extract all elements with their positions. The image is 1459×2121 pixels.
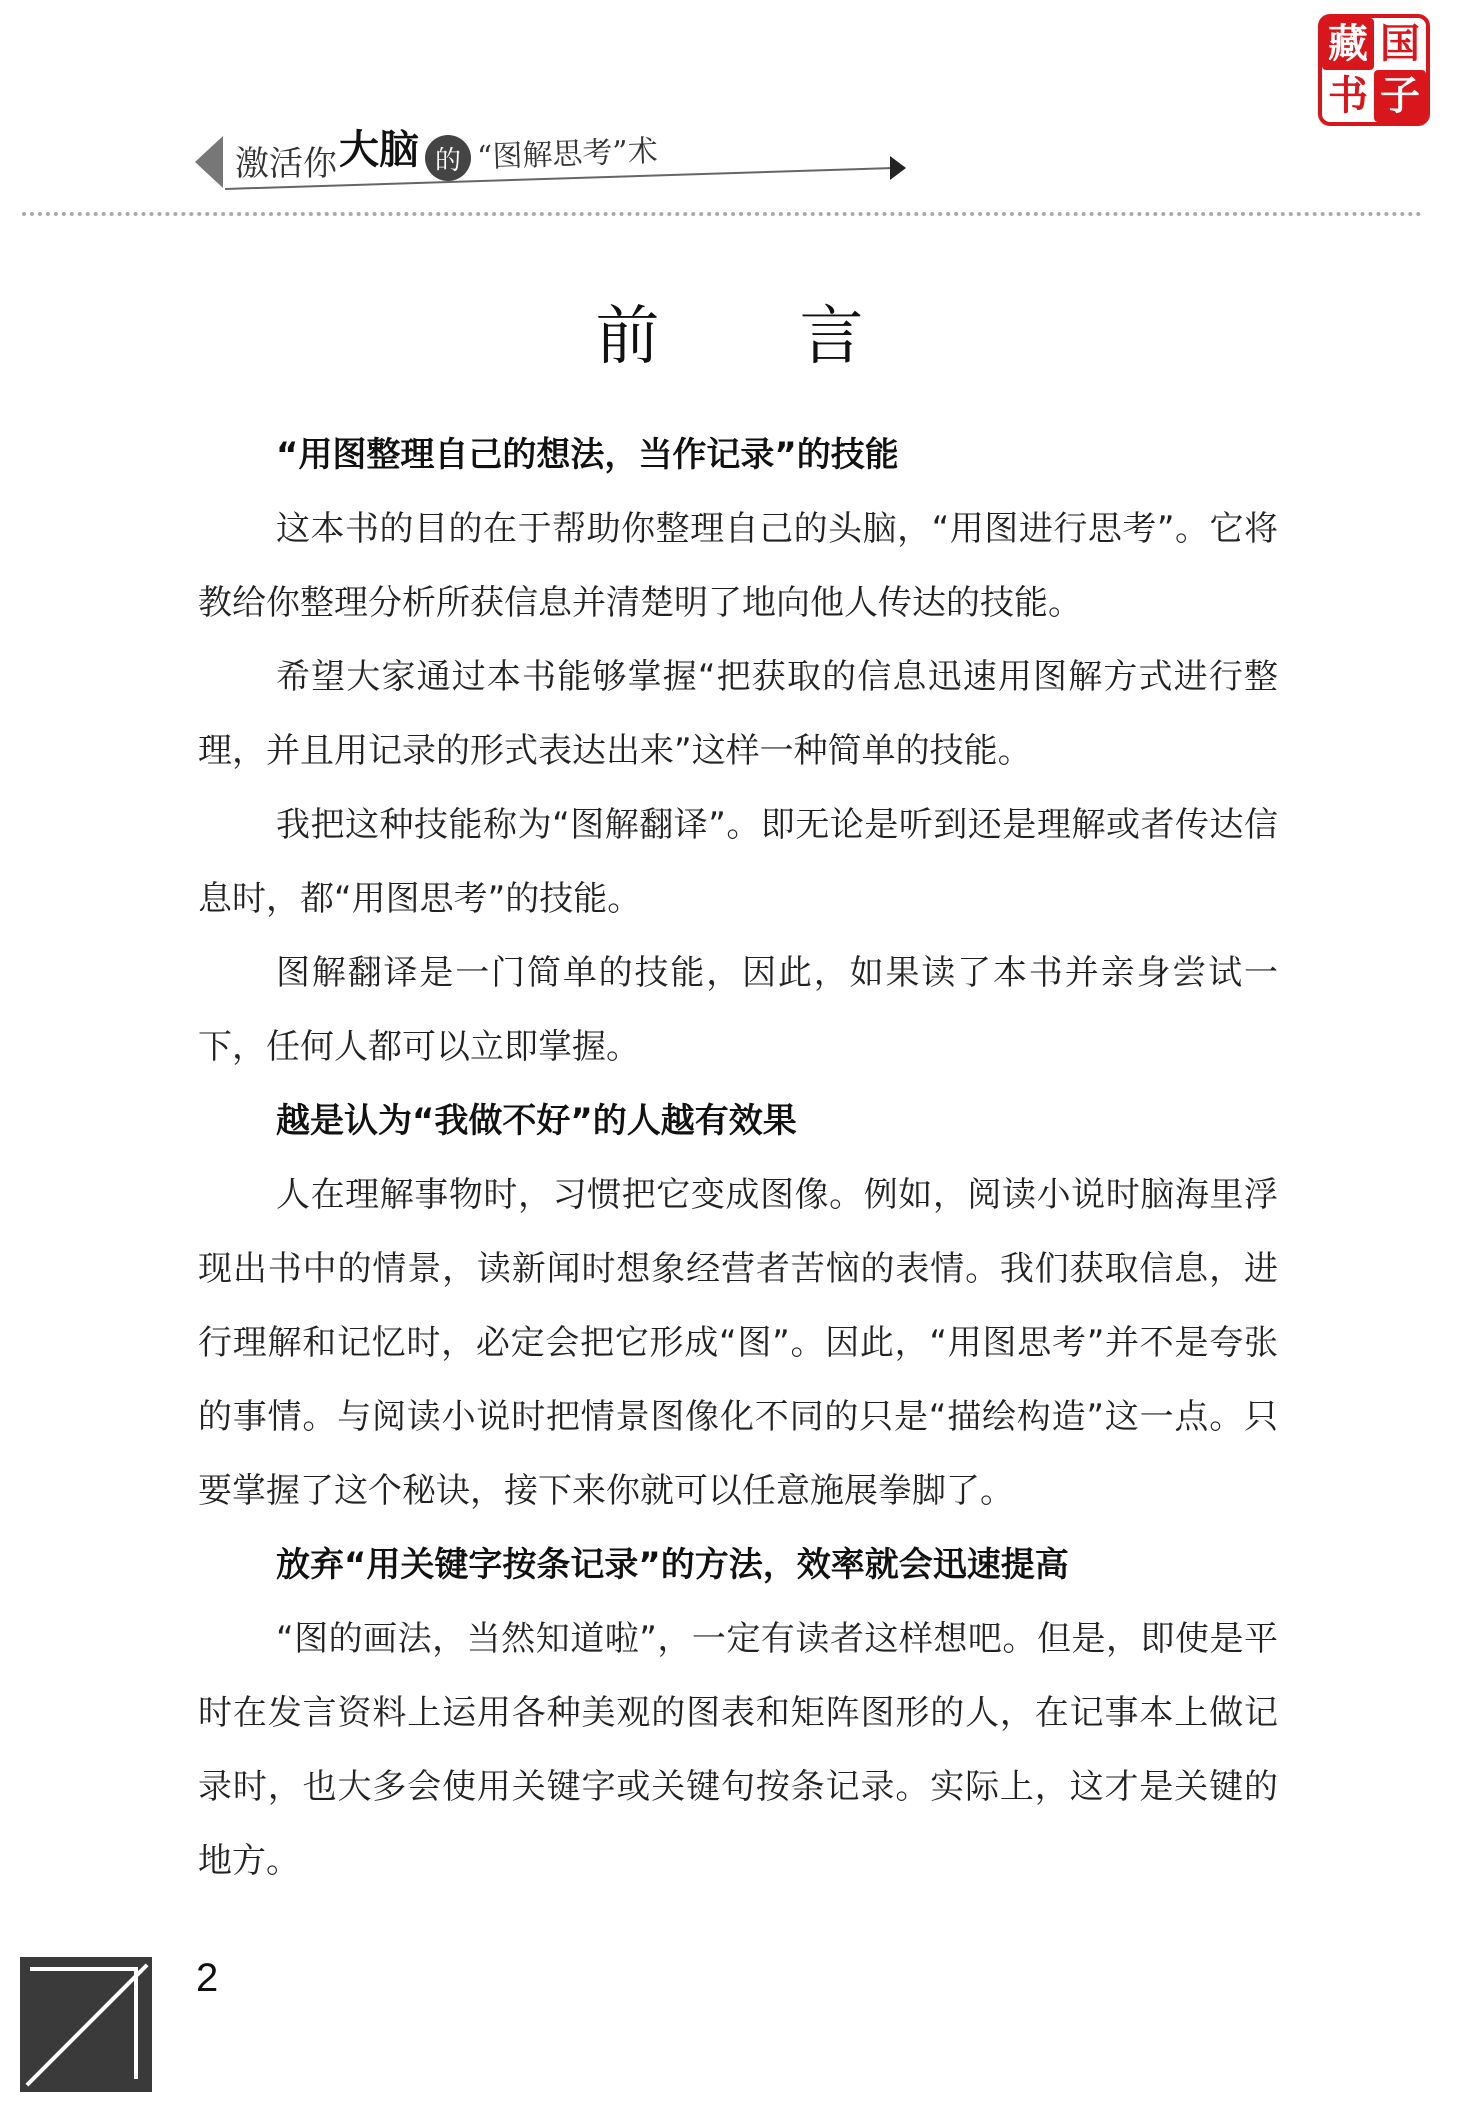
book-title-circle: 的 <box>425 135 471 181</box>
seal-stamp <box>1318 14 1430 126</box>
paragraph: 希望大家通过本书能够掌握“把获取的信息迅速用图解方式进行整理，并且用记录的形式表达出来”这样一种简单的技能。 <box>198 657 1278 771</box>
section-heading: “用图整理自己的想法，当作记录”的技能 <box>276 435 899 475</box>
corner-arrow-icon <box>20 1957 152 2092</box>
page-title: 前言 <box>595 300 1004 374</box>
section-heading: 放弃“用关键字按条记录”的方法，效率就会迅速提高 <box>276 1545 1069 1585</box>
seal-char: 国 <box>1380 21 1420 67</box>
paragraph: 这本书的目的在于帮助你整理自己的头脑，“用图进行思考”。它将教给你整理分析所获信息并清楚明了地向他人传达的技能。 <box>198 509 1278 623</box>
book-title-big: 大脑 <box>339 127 419 173</box>
section <box>198 1084 1278 1528</box>
paragraph: 人在理解事物时，习惯把它变成图像。例如，阅读小说时脑海里浮现出书中的情景，读新闻时想象经营者苦恼的表情。我们获取信息，进行理解和记忆时，必定会把它形成“图”。因此，“用图思考”并不是夸张的事情。与阅读小说时把情景图像化不同的只是“描绘构造”这一点。只要掌握了这个秘诀，接下来你就可以任意施展拳脚了。 <box>198 1175 1278 1511</box>
paragraph: 我把这种技能称为“图解翻译”。即无论是听到还是理解或者传达信息时，都“用图思考”的技能。 <box>198 805 1278 919</box>
section-heading: 越是认为“我做不好”的人越有效果 <box>276 1101 797 1141</box>
book-title-quoted: “图解思考”术 <box>476 133 659 176</box>
section <box>198 1528 1278 1898</box>
header-dotted-divider <box>22 212 1422 216</box>
main-content <box>198 418 1278 1898</box>
header-right-arrow-icon <box>890 156 906 180</box>
paragraph: 图解翻译是一门简单的技能，因此，如果读了本书并亲身尝试一下，任何人都可以立即掌握。 <box>198 953 1278 1067</box>
book-title-part1: 激活你 <box>235 144 337 184</box>
page-number: 2 <box>196 1956 219 2000</box>
paragraph: “图的画法，当然知道啦”，一定有读者这样想吧。但是，即使是平时在发言资料上运用各种美观的图表和矩阵图形的人，在记事本上做记录时，也大多会使用关键字或关键句按条记录。实际上，这才是关键的地方。 <box>198 1619 1278 1881</box>
header-left-arrow-icon <box>195 136 223 188</box>
seal-char: 子 <box>1374 70 1426 122</box>
section <box>198 418 1278 1084</box>
seal-char: 藏 <box>1322 18 1374 70</box>
running-header <box>195 118 735 206</box>
seal-char: 书 <box>1328 73 1368 119</box>
